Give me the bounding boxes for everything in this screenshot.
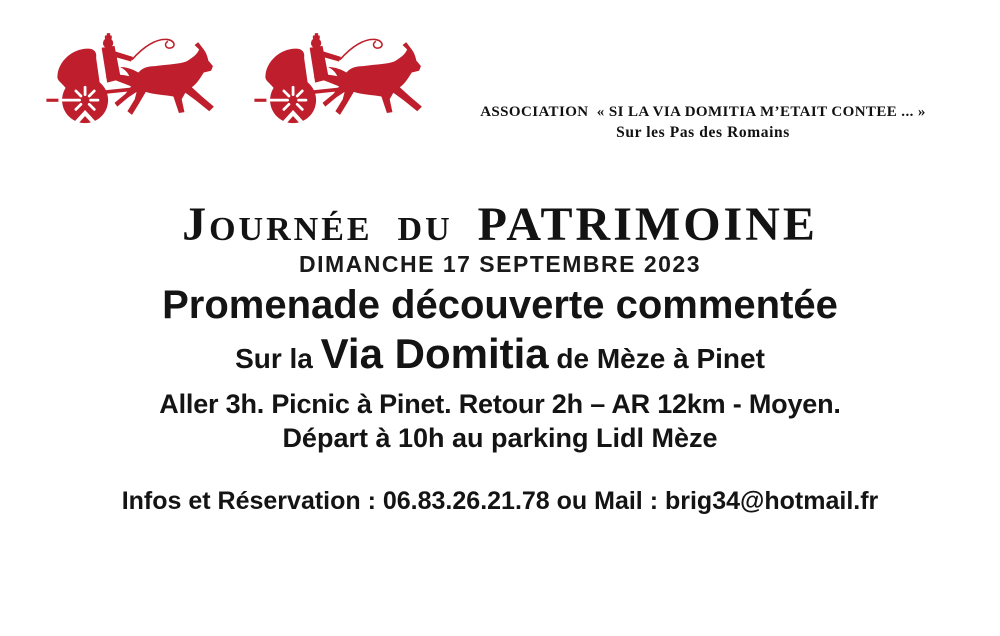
- contact-email: brig34@hotmail.fr: [664, 487, 879, 515]
- route-highlight: Via Domitia: [320, 330, 549, 377]
- event-route: [0, 330, 1000, 377]
- chariot-logo-icon: [44, 33, 220, 125]
- association-name: ASSOCIATION « SI LA VIA DOMITIA M’ETAIT CONTEE ... »: [480, 104, 926, 120]
- association-header: [452, 104, 954, 142]
- event-departure: Départ à 10h au parking Lidl Mèze: [282, 423, 718, 453]
- event-details: Aller 3h. Picnic à Pinet. Retour 2h – AR 12km - Moyen.: [159, 389, 841, 419]
- event-date: DIMANCHE 17 SEPTEMBRE 2023: [299, 251, 701, 277]
- contact-prefix: Infos et Réservation :: [121, 487, 383, 515]
- logo-row: [44, 33, 428, 125]
- association-tagline: Sur les Pas des Romains: [616, 124, 790, 141]
- contact-line: [0, 489, 1000, 514]
- event-headline: Promenade découverte commentée: [162, 283, 838, 327]
- event-title: Journée du PATRIMOINE: [182, 198, 818, 251]
- chariot-logo-icon: [252, 33, 428, 125]
- contact-separator: ou Mail :: [549, 487, 665, 515]
- route-suffix: de Mèze à Pinet: [548, 343, 765, 374]
- contact-phone: 06.83.26.21.78: [382, 487, 550, 515]
- route-prefix: Sur la: [235, 343, 321, 374]
